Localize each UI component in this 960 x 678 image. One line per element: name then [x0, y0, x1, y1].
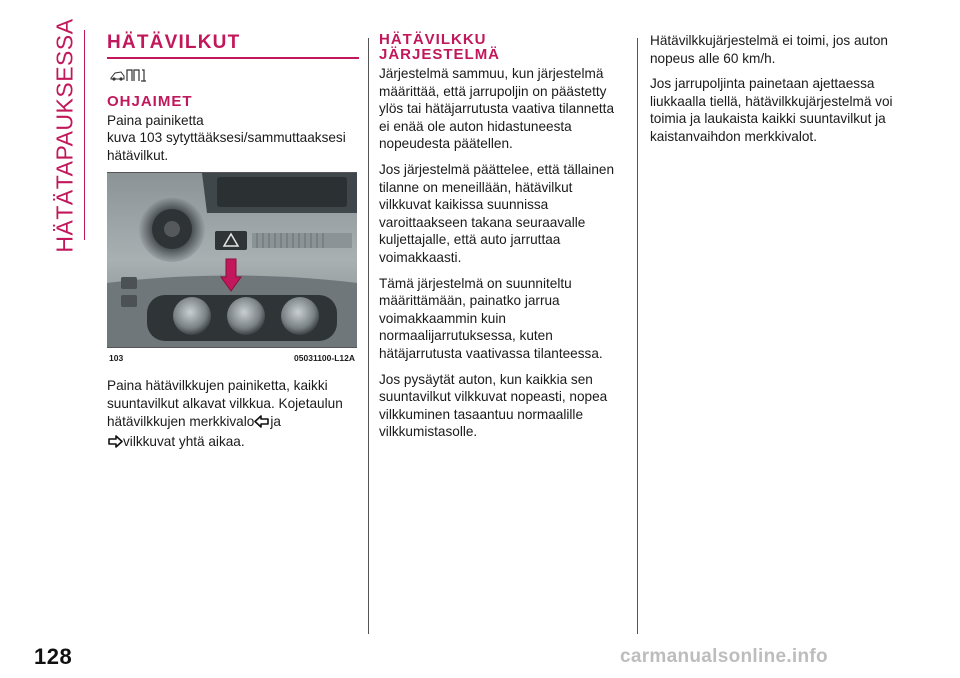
figure-caption [107, 347, 357, 368]
paragraph [379, 275, 629, 363]
text-line: ylös tai hätäjarrutusta vaativa tilannetta [379, 101, 615, 117]
watermark: carmanualsonline.info [620, 646, 828, 667]
text-line: normaalijarrutuksessa, kuten [379, 328, 553, 344]
text-line: ei enää ole auton hidastuneesta [379, 118, 572, 134]
text-line: nopeudesta päätellen. [379, 136, 513, 152]
column-1 [107, 32, 359, 462]
text-line: toimia ja laukaista kaikki suuntavilkut ja [650, 111, 886, 127]
text-line: Paina hätävilkkujen painiketta, kaikki [107, 378, 328, 394]
text-line: nopeus alle 60 km/h. [650, 50, 776, 66]
heading-rule [107, 57, 359, 59]
side-rule [84, 30, 85, 240]
paragraph [650, 75, 910, 145]
text-line: Jos järjestelmä päättelee, että tällainen [379, 161, 615, 177]
right-turn-arrow-icon [107, 434, 123, 454]
text-line: vilkkuvat kaikissa suunnissa [379, 197, 549, 213]
text-line: hätävilkkujen merkkivalo [107, 413, 255, 429]
side-section-title [50, 17, 80, 253]
text-line: hätävilkut. [107, 147, 169, 163]
page-number: 128 [34, 644, 73, 669]
paragraph [379, 371, 629, 441]
car-manual-icon [109, 67, 359, 88]
dashboard-photo [107, 173, 357, 347]
column-3 [650, 32, 910, 154]
side-section-title-text: HÄTÄTAPAUKSESSA [51, 17, 78, 253]
column-2 [379, 32, 629, 449]
paragraph [379, 161, 629, 267]
text-line: vilkkuvat yhtä aikaa. [123, 434, 245, 450]
text-line: voimakkaasti. [379, 249, 462, 265]
text-line: tilanne on meneillään, hätävilkut [379, 179, 573, 195]
subheading-controls: OHJAIMET [107, 92, 193, 110]
text-line: suuntavilkut vilkkuvat nopeasti, nopea [379, 389, 608, 405]
section-heading: HÄTÄVILKUT [107, 32, 241, 53]
text-line: suuntavilkut alkavat vilkkua. Kojetaulun [107, 395, 343, 411]
section-heading-brake-system [379, 32, 629, 62]
paragraph-hazard-usage [107, 377, 359, 453]
text-line: vilkkuminen tasaantuu normaalille [379, 406, 584, 422]
heading-line: JÄRJESTELMÄ [379, 46, 501, 63]
text-line: ja [270, 413, 281, 429]
paragraph-intro [107, 112, 359, 165]
text-line: Hätävilkkujärjestelmä ei toimi, jos auton [650, 33, 888, 48]
text-line: Paina painiketta [107, 112, 204, 128]
text-line: Jos pysäytät auton, kun kaikkia sen [379, 371, 593, 387]
text-line: Tämä järjestelmä on suunniteltu [379, 275, 572, 291]
heading-line: HÄTÄVILKKU [379, 31, 487, 48]
text-line: kuljettajalle, että auto jarruttaa [379, 232, 561, 248]
text-line: kuva 103 sytyttääksesi/sammuttaaksesi [107, 130, 346, 146]
text-line: liukkaalla tiellä, hätävilkkujärjestelmä voi [650, 93, 893, 109]
dashboard-figure [107, 172, 357, 364]
text-line: Jos jarrupoljinta painetaan ajettaessa [650, 76, 875, 92]
text-line: Järjestelmä sammuu, kun järjestelmä [379, 66, 604, 81]
paragraph [379, 65, 629, 153]
figure-number: 103 [109, 353, 124, 364]
column-divider-1 [368, 38, 369, 634]
left-turn-arrow-icon [254, 414, 270, 434]
text-line: voimakkaammin kuin [379, 310, 506, 326]
column-divider-2 [637, 38, 638, 634]
figure-code: 05031100-L12A [294, 353, 355, 364]
text-line: kaistanvaihdon merkkivalot. [650, 128, 817, 144]
text-line: hätäjarrutusta vaativassa tilanteessa. [379, 345, 603, 361]
text-line: varoittaakseen takana seuraavalle [379, 214, 586, 230]
text-line: määrittämään, painatko jarrua [379, 293, 560, 309]
text-line: määrittää, että jarrupoljin on päästetty [379, 83, 607, 99]
text-line: vilkkumistasolle. [379, 424, 478, 440]
paragraph [650, 32, 910, 67]
